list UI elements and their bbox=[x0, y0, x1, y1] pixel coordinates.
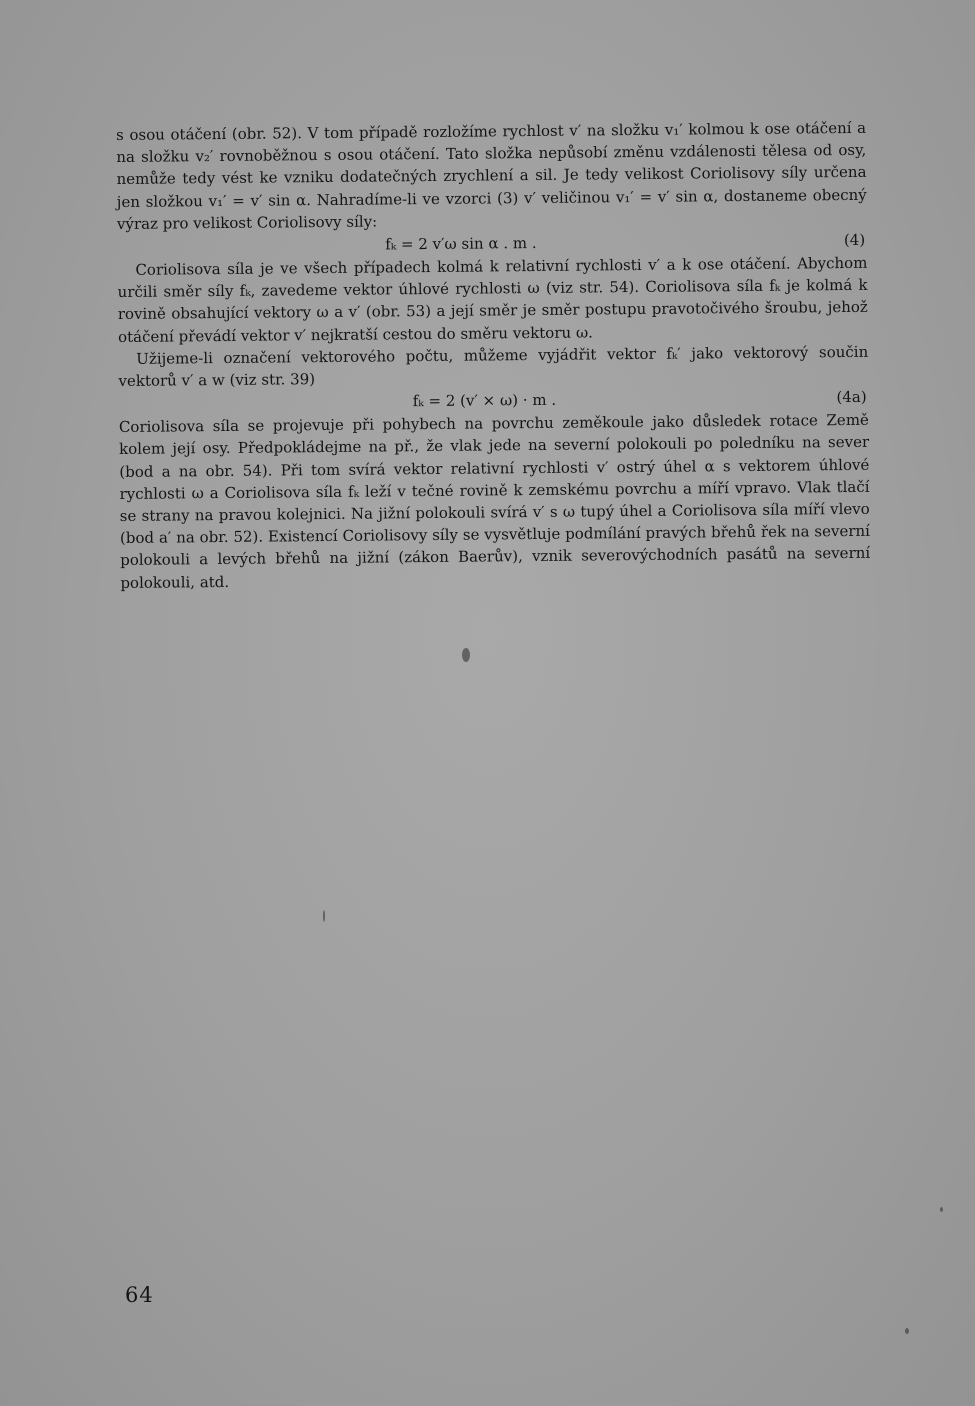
paragraph-1: s osou otáčení (obr. 52). V tom případě rozložíme rychlost v′ na složku v₁′ kolmou k ose otáčení a na složku v₂′ rovnoběžnou s osou otáčení. Tato složka nepůsobí změnu vzdálenosti tělesa od osy, nemůže tedy vést ke vzniku dodatečných zrychlení a sil. Je tedy velikost Coriolisovy síly určena jen složkou v₁′ = v′ sin α. Nahradíme-li ve vzorci (3) v′ veličinou v₁′ = v′ sin α, dostaneme obecný výraz pro velikost Coriolisovy síly: bbox=[116, 118, 867, 233]
scan-speck bbox=[905, 1328, 909, 1334]
formula-4-number: (4) bbox=[843, 230, 866, 250]
paragraph-4: Coriolisova síla se projevuje při pohybech na povrchu zeměkoule jako důsledek rotace Země kolem její osy. Předpokládejme na př., že vlak jede na severní polokouli po poledníku na sever (bod a na obr. 54). Při tom svírá vektor relativní rychlosti v′ ostrý úhel α s vektorem úhlové rychlosti ω a Coriolisova síla fₖ leží v tečné rovině k zemskému povrchu a míří vpravo. Vlak tlačí se strany na pravou kolejnici. Na jižní polokouli svírá v′ s ω tupý úhel a Coriolisova síla míří vlevo (bod a′ na obr. 52). Existencí Coriolisovy síly se vysvětluje podmílání pravých břehů řek na severní polokouli a levých břehů na jižní (zákon Baerův), vznik severovýchodních pasátů na severní polokouli, atd. bbox=[118, 411, 871, 592]
scan-speck bbox=[940, 1207, 943, 1212]
paragraph-3: Užijeme-li označení vektorového počtu, můžeme vyjádřit vektor fₖ′ jako vektorový součin vektorů v′ a w (viz str. 39) bbox=[118, 342, 869, 391]
body-text bbox=[116, 117, 870, 594]
formula-4-expression: fₖ = 2 v′ω sin α . m . bbox=[385, 233, 537, 254]
scan-speck bbox=[462, 648, 470, 662]
formula-4a-number: (4a) bbox=[836, 388, 867, 407]
formula-4a-expression: fₖ = 2 (v′ × ω) · m . bbox=[412, 391, 557, 411]
paragraph-2: Coriolisova síla je ve všech případech kolmá k relativní rychlosti v′ a k ose otáčení. Abychom určili směr síly fₖ, zavedeme vektor úhlové rychlosti ω (viz str. 54). Coriolisova síla fₖ je kolmá k rovině obsahující vektory ω a v′ (obr. 53) a její směr je směr postupu pravotočivého šroubu, jehož otáčení převádí vektor v′ nejkratší cestou do směru vektoru ω. bbox=[117, 253, 868, 346]
page-number: 64 bbox=[125, 1283, 154, 1307]
scan-speck bbox=[323, 910, 325, 922]
